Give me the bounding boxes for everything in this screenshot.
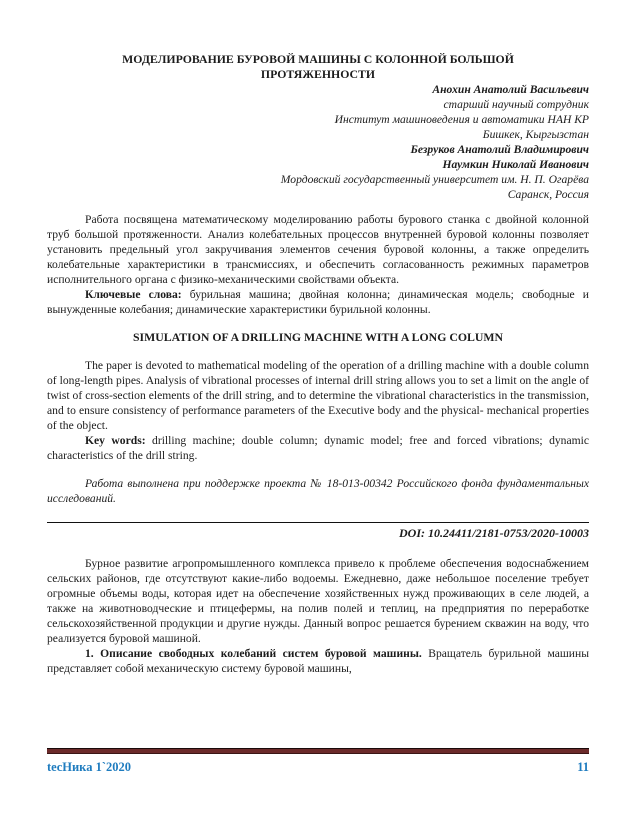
article-title-ru: МОДЕЛИРОВАНИЕ БУРОВОЙ МАШИНЫ С КОЛОННОЙ БОЛЬШОЙ ПРОТЯЖЕННОСТИ [122,52,514,81]
author-location: Бишкек, Кыргызстан [482,128,589,141]
section-heading: 1. Описание свободных колебаний систем буровой машины. [85,647,422,660]
keywords-ru-text: бурильная машина; двойная колонна; динамическая модель; свободные и вынужденные колебания; динамические характеристики бурильной колонны. [47,288,589,316]
body-paragraph: Бурное развитие агропромышленного комплекса привело к проблеме обеспечения водоснабжением сельских районов, где отсутствуют какие-либо водоемы. Ежедневно, даже небольшое поселение требует огромные объемы воды, которая идет на обеспечение хозяйственных нужд проживающих в селе людей, а также на животноводческие и птицефермы, на полив полей и теплиц, на предприятия по переработке сельскохозяйственной продукции и другие нужды. Данный вопрос решается бурением скважин на воду, что реализуется буровой машиной. [47,557,589,645]
author-affiliation: Мордовский государственный университет им. Н. П. Огарёва [280,173,589,186]
footer-divider [47,748,589,754]
doi: DOI: 10.24411/2181-0753/2020-10003 [399,526,589,540]
keywords-en-label: Key words: [85,434,146,447]
author-affiliation: старший научный сотрудник [443,98,589,111]
author-name: Безруков Анатолий Владимирович [410,143,589,156]
page-number: 11 [577,760,589,774]
doi-divider [47,522,589,523]
keywords-ru-label: Ключевые слова: [85,288,182,301]
keywords-ru [47,287,589,317]
article-title-en: SIMULATION OF A DRILLING MACHINE WITH A LONG COLUMN [132,330,504,344]
authors-block [47,82,589,202]
abstract-ru: Работа посвящена математическому моделированию работы бурового станка с двойной колонной труб большой протяженности. Анализ колебательных процессов внутренней буровой колонны позволяет установить предельный угол закручивания элементов сечения буровой колонны, а также определить колебательные характеристики в трансмиссиях, и обеспечить согласованность режимных параметров исполнительного органа с физико-механическими свойствами объекта. [47,213,589,286]
author-name: Анохин Анатолий Васильевич [432,83,589,96]
author-affiliation: Институт машиноведения и автоматики НАН КР [334,113,589,126]
abstract-en: The paper is devoted to mathematical modeling of the operation of a drilling machine with a double column of long-length pipes. Analysis of vibrational processes of internal drill string allows you to set a limit on the angle of twist of cross-section elements of the drill string, and to determine the vibrational characteristics in the transmission, and to ensure consistency of performance parameters of the Executive body and the physical- mechanical properties of the object. [47,359,589,432]
author-name: Наумкин Николай Иванович [442,158,589,171]
page-footer [47,748,589,775]
section-text: Вращатель бурильной машины представляет собой механическую систему буровой машины, [47,647,589,675]
funding-note: Работа выполнена при поддержке проекта № 18-013-00342 Российского фонда фундаментальных исследований. [47,477,589,505]
keywords-en-text: drilling machine; double column; dynamic model; free and forced vibrations; dynamic characteristics of the drill string. [47,434,589,462]
keywords-en [47,433,589,463]
author-location: Саранск, Россия [507,188,589,201]
body-paragraph-section [47,646,589,676]
journal-issue: tecНика 1`2020 [47,760,131,774]
